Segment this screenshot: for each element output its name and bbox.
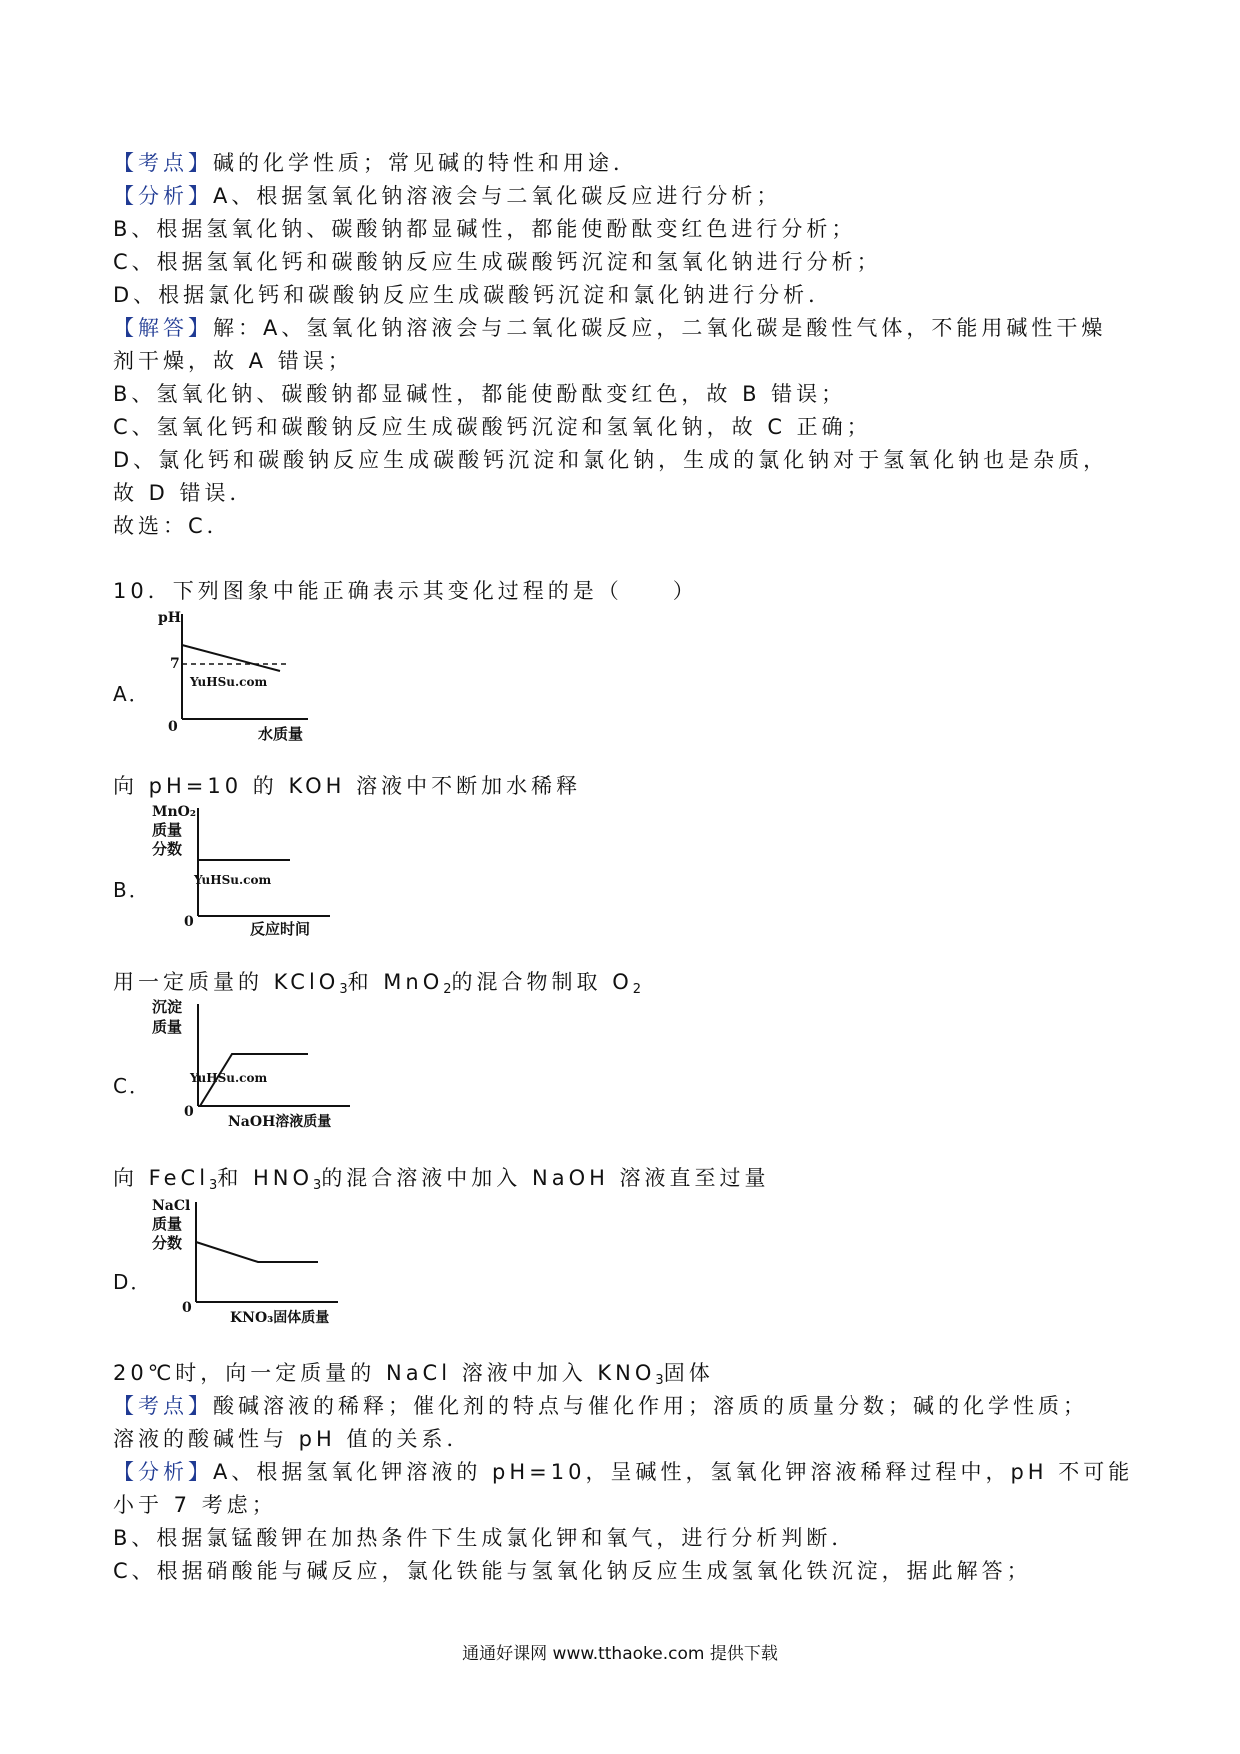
kaodian2-tag: 【考点】	[113, 1394, 213, 1418]
c-xlabel: NaOH溶液质量	[228, 1114, 332, 1130]
option-c-label: C．	[113, 1074, 151, 1098]
option-c-graph	[150, 996, 360, 1134]
answer-a-cont: 剂干燥，故 A 错误；	[113, 349, 353, 373]
c-desc-mid: 和 HNO	[217, 1166, 314, 1190]
d-ylabel-2: 质量	[152, 1215, 183, 1233]
c-desc-pre: 向 FeCl	[113, 1166, 210, 1190]
c-desc-sub1: 3	[209, 1178, 218, 1193]
c-watermark: YuHSu.com	[190, 1071, 268, 1085]
a-ytick-7: 7	[170, 656, 180, 672]
fenxi-line	[113, 183, 781, 209]
a-xlabel: 水质量	[258, 725, 304, 742]
a-watermark: YuHSu.com	[190, 675, 268, 689]
analysis-b: B、根据氢氧化钠、碳酸钠都显碱性，都能使酚酞变红色进行分析；	[113, 217, 857, 241]
question-title: 10．下列图象中能正确表示其变化过程的是（ ）	[113, 579, 698, 603]
b-desc-sub1: 3	[339, 982, 348, 997]
fenxi2-cont: 小于 7 考虑；	[113, 1493, 277, 1517]
option-b-label: B．	[113, 878, 151, 902]
d-curve	[196, 1242, 318, 1262]
fenxi-tag: 【分析】	[113, 184, 213, 208]
b-origin: 0	[184, 914, 194, 930]
answer-b: B、氢氧化钠、碳酸钠都显碱性，都能使酚酞变红色，故 B 错误；	[113, 382, 847, 406]
kaodian-line	[113, 150, 638, 176]
fenxi2-text: A、根据氢氧化钾溶液的 pH=10，呈碱性，氢氧化钾溶液稀释过程中，pH 不可能	[213, 1460, 1134, 1484]
c-ylabel-1: 沉淀	[152, 998, 183, 1016]
fenxi2-b: B、根据氯锰酸钾在加热条件下生成氯化钾和氧气，进行分析判断．	[113, 1526, 857, 1550]
c-ylabel-2: 质量	[152, 1018, 183, 1036]
a-ylabel: pH	[158, 610, 182, 626]
option-d-desc	[113, 1360, 714, 1394]
footer-download-note: 通通好课网 www.tthaoke.com 提供下载	[462, 1644, 778, 1664]
option-a-desc: 向 pH=10 的 KOH 溶液中不断加水稀释	[113, 774, 582, 798]
answer-choice: 故选：C．	[113, 514, 232, 538]
option-d-graph	[150, 1194, 350, 1332]
kaodian-tag: 【考点】	[113, 151, 213, 175]
answer-c: C、氢氧化钙和碳酸钠反应生成碳酸钙沉淀和氢氧化钠，故 C 正确；	[113, 415, 872, 439]
b-desc-pre: 用一定质量的 KClO	[113, 970, 340, 994]
fenxi2-tag: 【分析】	[113, 1460, 213, 1484]
b-desc-sub2: 2	[443, 982, 452, 997]
option-a-label: A．	[113, 682, 151, 706]
kaodian2-cont: 溶液的酸碱性与 pH 值的关系．	[113, 1427, 472, 1451]
c-origin: 0	[184, 1104, 194, 1120]
b-xlabel: 反应时间	[250, 920, 311, 938]
fenxi-text: A、根据氢氧化钠溶液会与二氧化碳反应进行分析；	[213, 184, 782, 208]
d-ylabel-3: 分数	[152, 1234, 183, 1252]
option-d-label: D．	[113, 1270, 153, 1294]
d-origin: 0	[182, 1300, 192, 1316]
d-desc-sub1: 3	[655, 1373, 664, 1388]
option-b-graph	[150, 800, 340, 938]
jieda-line	[113, 315, 1106, 341]
kaodian-text: 碱的化学性质；常见碱的特性和用途．	[213, 151, 638, 175]
a-curve	[182, 645, 280, 671]
d-desc-post: 固体	[663, 1361, 714, 1385]
option-a-graph	[150, 606, 330, 742]
kaodian2-line	[113, 1393, 1088, 1419]
b-ylabel-3: 分数	[152, 840, 183, 858]
d-xlabel: KNO₃固体质量	[230, 1310, 330, 1326]
b-desc-sub3: 2	[632, 982, 642, 997]
c-desc-sub2: 3	[313, 1178, 322, 1193]
b-ylabel-1: MnO₂	[152, 804, 197, 820]
kaodian2-text: 酸碱溶液的稀释；催化剂的特点与催化作用；溶质的质量分数；碱的化学性质；	[213, 1394, 1088, 1418]
analysis-c: C、根据氢氧化钙和碳酸钠反应生成碳酸钙沉淀和氢氧化钠进行分析；	[113, 250, 882, 274]
d-desc-pre: 20℃时，向一定质量的 NaCl 溶液中加入 KNO	[113, 1361, 656, 1385]
jieda-tag: 【解答】	[113, 316, 213, 340]
b-desc-mid2: 的混合物制取 O	[451, 970, 633, 994]
answer-d: D、氯化钙和碳酸钠反应生成碳酸钙沉淀和氯化钠，生成的氯化钠对于氢氧化钠也是杂质，	[113, 448, 1109, 472]
b-ylabel-2: 质量	[152, 821, 183, 839]
fenxi2-line	[113, 1459, 1133, 1485]
a-origin: 0	[168, 719, 178, 735]
answer-d-cont: 故 D 错误．	[113, 481, 255, 505]
fenxi2-c: C、根据硝酸能与碱反应，氯化铁能与氢氧化钠反应生成氢氧化铁沉淀，据此解答；	[113, 1559, 1032, 1583]
analysis-d: D、根据氯化钙和碳酸钠反应生成碳酸钙沉淀和氯化钠进行分析．	[113, 283, 834, 307]
jieda-text: 解：A、氢氧化钠溶液会与二氧化碳反应，二氧化碳是酸性气体，不能用碱性干燥	[213, 316, 1107, 340]
c-desc-post: 的混合溶液中加入 NaOH 溶液直至过量	[321, 1166, 770, 1190]
b-desc-mid: 和 MnO	[347, 970, 444, 994]
d-ylabel-1: NaCl	[152, 1198, 191, 1214]
b-watermark: YuHSu.com	[194, 873, 272, 887]
